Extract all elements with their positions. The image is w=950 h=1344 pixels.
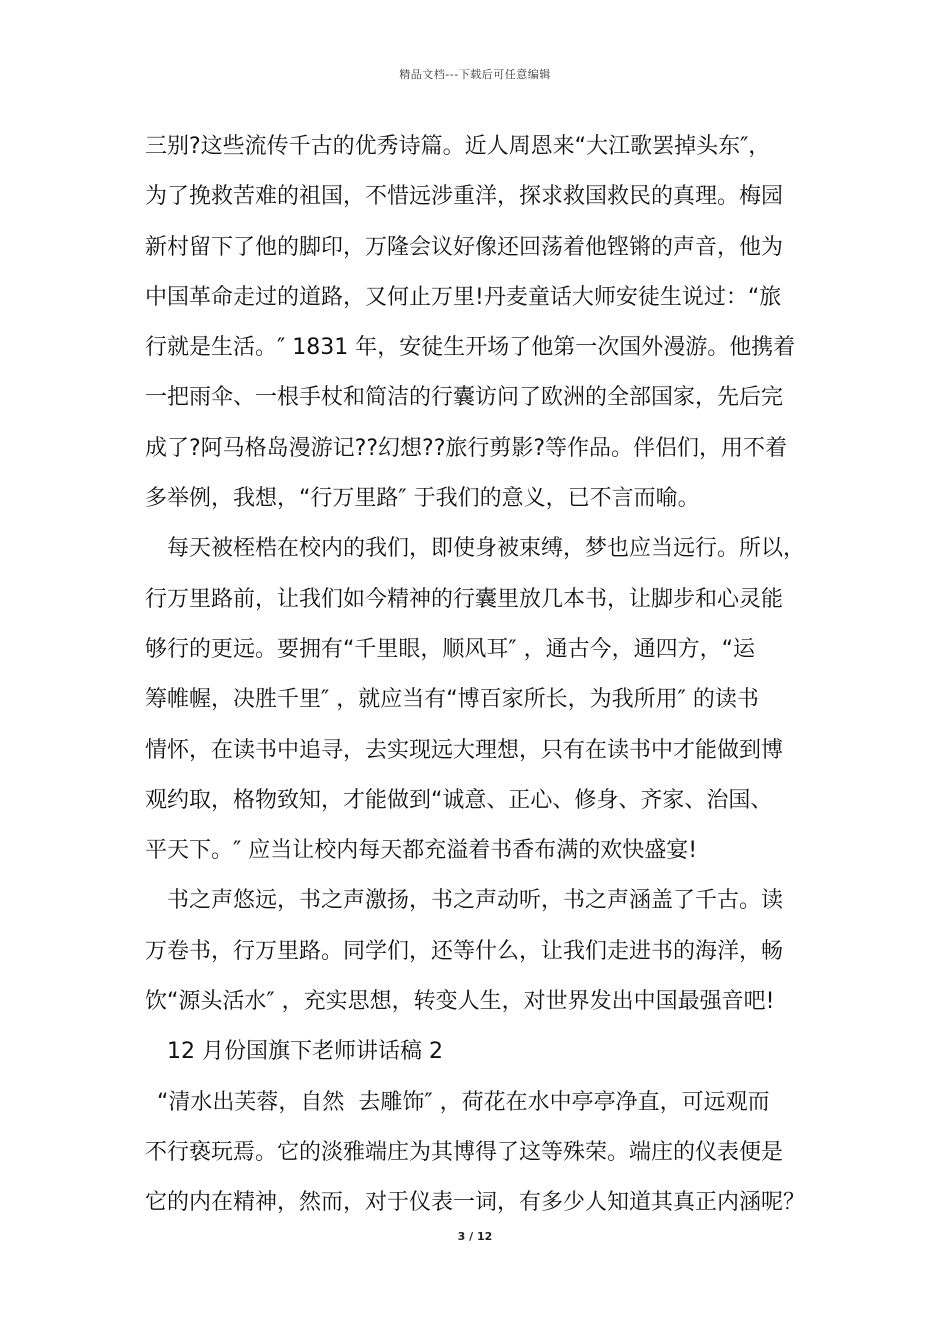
page-header: 精品文档---下载后可任意编辑 (399, 68, 551, 81)
text-line: 一把雨伞、一根手杖和简洁的行囊访问了欧洲的全部国家，先后完 (145, 385, 784, 411)
text-line: 新村留下了他的脚印，万隆会议好像还回荡着他铿锵的声音，他为 (145, 234, 784, 260)
document-body (145, 122, 810, 1229)
text-line: 万卷书，行万里路。同学们，还等什么，让我们走进书的海洋，畅 (145, 938, 784, 964)
text-line: 成了?阿马格岛漫游记??幻想??旅行剪影?等作品。伴侣们，用不着 (145, 435, 788, 461)
page-number: 3 / 12 (457, 1230, 493, 1243)
text-line: 三别?这些流传千古的优秀诗篇。近人周恩来“大江歌罢掉头东″， (145, 134, 771, 159)
text-line: “清水出芙蓉，自然 去雕饰″ ，荷花在水中亭亭净直，可远观而 (157, 1089, 770, 1115)
text-line: 它的内在精神，然而，对于仪表一词，有多少人知道其真正内涵呢？ (145, 1190, 806, 1216)
text-line: 每天被桎梏在校内的我们，即使身被束缚，梦也应当远行。所以， (167, 536, 806, 562)
text-line: 够行的更远。要拥有“千里眼，顺风耳″ ，通古今，通四方，“运 (145, 636, 756, 662)
text-line: 饮“源头活水″ ，充实思想，转变人生，对世界发出中国最强音吧! (145, 989, 775, 1015)
text-line: 情怀，在读书中追寻，去实现远大理想，只有在读书中才能做到博 (145, 737, 784, 763)
text-line: 行就是生活。″ 1831 年，安徒生开场了他第一次国外漫游。他携着 (145, 335, 796, 361)
text-line: 平天下。″ 应当让校内每天都充溢着书香布满的欢快盛宴! (145, 838, 698, 864)
text-line: 为了挽救苦难的祖国，不惜远涉重洋，探求救国救民的真理。梅园 (145, 184, 784, 210)
text-line: 多举例，我想，“行万里路″ 于我们的意义，已不言而喻。 (145, 486, 700, 512)
text-line: 观约取，格物致知，才能做到“诚意、正心、修身、齐家、治国、 (145, 787, 773, 813)
text-line: 筹帷幄，决胜千里″ ，就应当有“博百家所长，为我所用″ 的读书 (145, 687, 759, 713)
text-line: 书之声悠远，书之声激扬，书之声动听，书之声涵盖了千古。读 (167, 888, 784, 914)
text-line: 不行亵玩焉。它的淡雅端庄为其博得了这等殊荣。端庄的仪表便是 (145, 1139, 784, 1165)
text-line: 中国革命走过的道路，又何止万里!丹麦童话大师安徒生说过：“旅 (145, 284, 782, 310)
text-line: 12 月份国旗下老师讲话稿 2 (167, 1039, 443, 1065)
text-line: 行万里路前，让我们如今精神的行囊里放几本书，让脚步和心灵能 (145, 586, 784, 612)
